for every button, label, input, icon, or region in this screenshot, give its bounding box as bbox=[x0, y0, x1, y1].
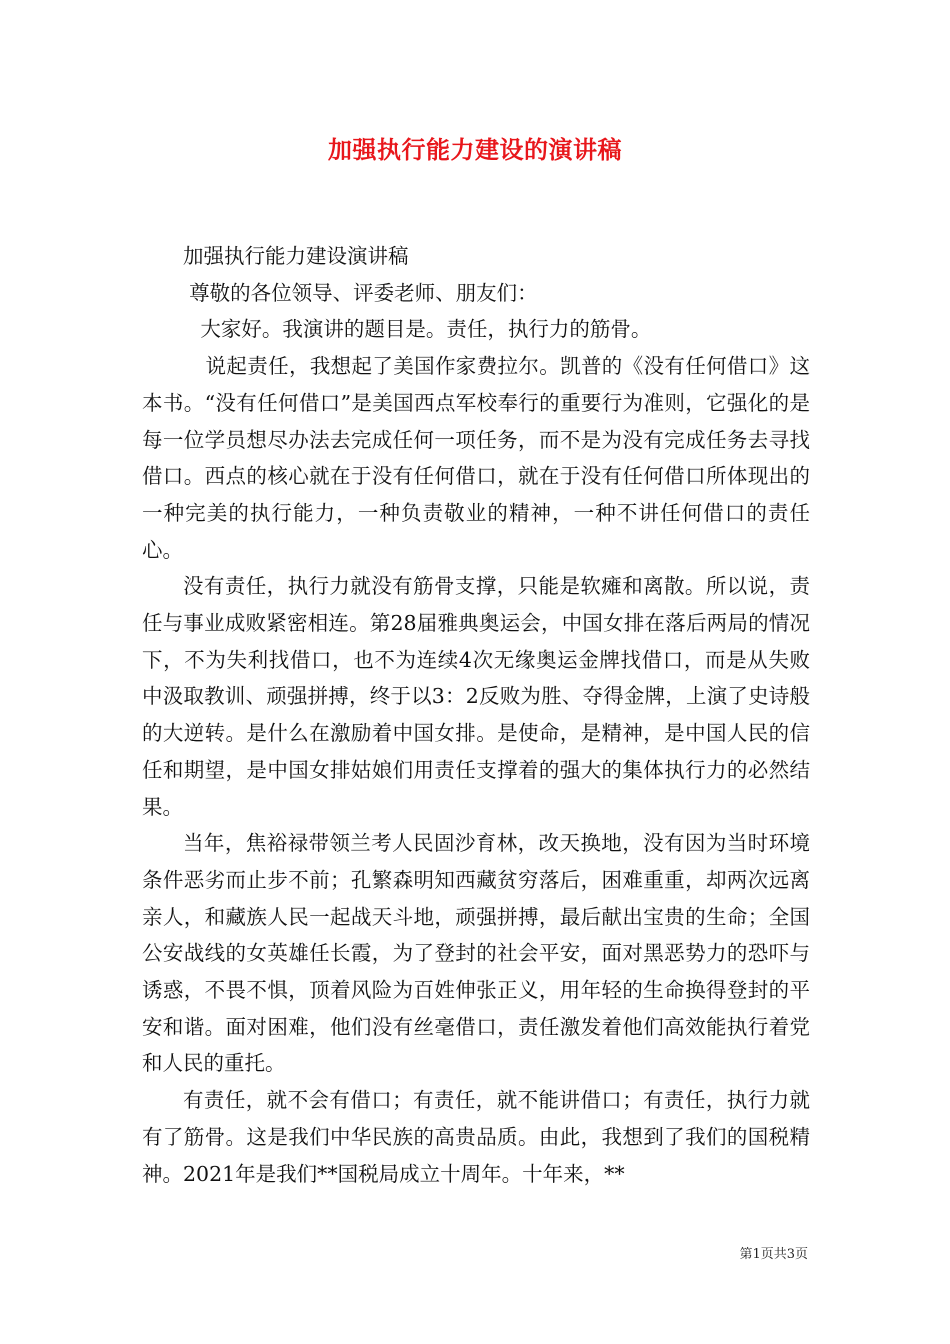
page-number-footer: 第1页共3页 bbox=[739, 1247, 808, 1262]
document-body bbox=[142, 238, 810, 1192]
body-subtitle-paragraph: 加强执行能力建设演讲稿 bbox=[183, 244, 409, 268]
body-paragraph: 说起责任，我想起了美国作家费拉尔。凯普的《没有任何借口》这本书。“没有任何借口”是美国西点军校奉行的重要行为准则，它强化的是每一位学员想尽办法去完成任何一项任务，而不是为没有完成任务去寻找借口。西点的核心就在于没有任何借口，就在于没有任何借口所体现出的一种完美的执行能力，一种负责敬业的精神，一种不讲任何借口的责任心。 bbox=[142, 354, 810, 562]
body-paragraph: 没有责任，执行力就没有筋骨支撑，只能是软瘫和离散。所以说，责任与事业成败紧密相连。第28届雅典奥运会，中国女排在落后两局的情况下，不为失利找借口，也不为连续4次无缘奥运金牌找借口，而是从失败中汲取教训、顽强拼搏，终于以3：2反败为胜、夺得金牌，上演了史诗般的大逆转。是什么在激励着中国女排。是使命，是精神，是中国人民的信任和期望，是中国女排姑娘们用责任支撑着的强大的集体执行力的必然结果。 bbox=[142, 574, 810, 819]
body-paragraph: 当年，焦裕禄带领兰考人民固沙育林，改天换地，没有因为当时环境条件恶劣而止步不前；孔繁森明知西藏贫穷落后，困难重重，却两次远离亲人，和藏族人民一起战天斗地，顽强拼搏，最后献出宝贵的生命；全国公安战线的女英雄任长霞，为了登封的社会平安，面对黑恶势力的恐吓与诱惑，不畏不惧，顶着风险为百姓伸张正义，用年轻的生命换得登封的平安和谐。面对困难，他们没有丝毫借口，责任激发着他们高效能执行着党和人民的重托。 bbox=[142, 831, 810, 1076]
salutation-paragraph: 尊敬的各位领导、评委老师、朋友们： bbox=[189, 280, 538, 305]
greeting-paragraph: 大家好。我演讲的题目是。责任，执行力的筋骨。 bbox=[200, 317, 652, 342]
body-paragraph: 有责任，就不会有借口；有责任，就不能讲借口；有责任，执行力就有了筋骨。这是我们中华民族的高贵品质。由此，我想到了我们的国税精神。2021年是我们**国税局成立十周年。十年来，** bbox=[142, 1088, 810, 1186]
document-title: 加强执行能力建设的演讲稿 bbox=[328, 135, 622, 164]
